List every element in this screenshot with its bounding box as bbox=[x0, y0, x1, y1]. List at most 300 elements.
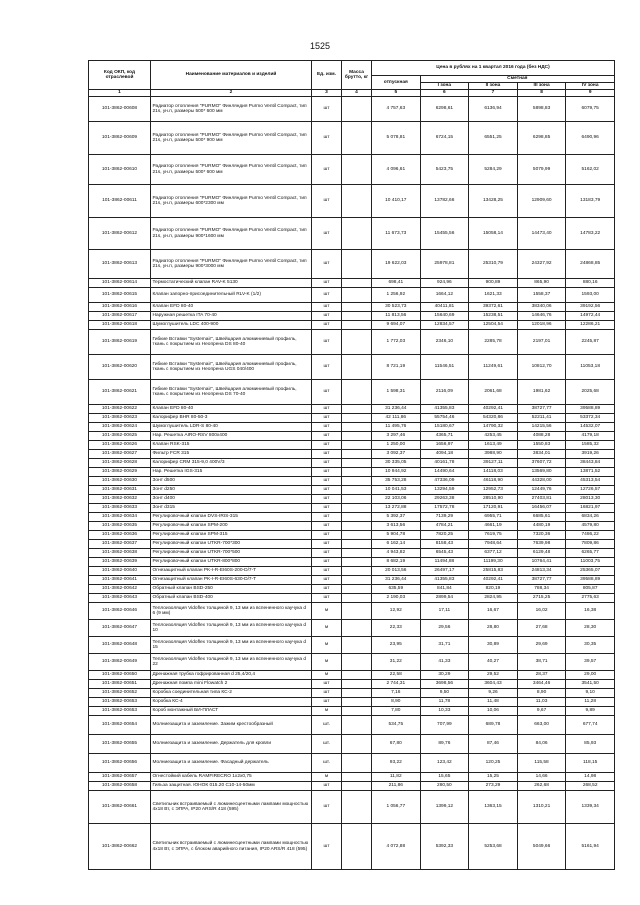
header-unit: Ед. изм. bbox=[312, 61, 342, 90]
cell-zone-1-price: 17572,78 bbox=[420, 504, 469, 513]
table-row bbox=[89, 680, 615, 689]
cell-unit: шт bbox=[312, 288, 342, 303]
cell-mass bbox=[342, 680, 372, 689]
table-row bbox=[89, 558, 615, 567]
cell-zone-1-price: 4784,21 bbox=[420, 522, 469, 531]
cell-zone-2-price: 16,67 bbox=[469, 603, 518, 620]
cell-zone-4-price: 28013,30 bbox=[566, 495, 615, 504]
cell-unit: шт bbox=[312, 321, 342, 330]
cell-zone-1-price: 17,11 bbox=[420, 603, 469, 620]
cell-unit: шт bbox=[312, 432, 342, 441]
cell-release-price: 31,22 bbox=[372, 654, 421, 671]
cell-mass bbox=[342, 155, 372, 185]
cell-zone-2-price: 39127,11 bbox=[469, 459, 518, 468]
cell-zone-3-price: 7320,36 bbox=[517, 531, 566, 540]
cell-zone-3-price: 2197,01 bbox=[517, 330, 566, 355]
cell-zone-1-price: 2116,09 bbox=[420, 380, 469, 405]
cell-mass bbox=[342, 355, 372, 380]
cell-zone-3-price: 1981,62 bbox=[517, 380, 566, 405]
cell-release-price: 30 523,73 bbox=[372, 303, 421, 312]
cell-release-price: 8 721,19 bbox=[372, 355, 421, 380]
cell-zone-4-price: 805,87 bbox=[566, 585, 615, 594]
cell-zone-2-price: 40292,41 bbox=[469, 576, 518, 585]
cell-zone-1-price: 15180,67 bbox=[420, 423, 469, 432]
cell-zone-3-price: 38340,06 bbox=[517, 303, 566, 312]
cell-mass bbox=[342, 513, 372, 522]
cell-mass bbox=[342, 567, 372, 576]
cell-zone-4-price: 1593,00 bbox=[566, 288, 615, 303]
header-zone-1: I зона bbox=[420, 83, 469, 90]
cell-code: 101-3862-00637 bbox=[89, 540, 151, 549]
cell-zone-3-price: 10764,41 bbox=[517, 558, 566, 567]
cell-zone-1-price: 9,50 bbox=[420, 689, 469, 698]
cell-zone-4-price: 2775,63 bbox=[566, 594, 615, 603]
column-index: 5 bbox=[372, 90, 421, 97]
cell-name: Клапан EFD 80-40 bbox=[151, 303, 312, 312]
cell-name: Молниезащита и заземление. Фасадный держатель bbox=[151, 754, 312, 773]
cell-zone-2-price: 25815,83 bbox=[469, 567, 518, 576]
cell-zone-1-price: 13782,66 bbox=[420, 185, 469, 218]
cell-release-price: 4 943,82 bbox=[372, 549, 421, 558]
table-row bbox=[89, 380, 615, 405]
cell-zone-3-price: 5898,83 bbox=[517, 97, 566, 122]
cell-release-price: 1 056,77 bbox=[372, 791, 421, 824]
cell-zone-3-price: 29,69 bbox=[517, 637, 566, 654]
cell-zone-3-price: 2715,25 bbox=[517, 594, 566, 603]
cell-release-price: 11 495,76 bbox=[372, 423, 421, 432]
cell-mass bbox=[342, 791, 372, 824]
cell-zone-3-price: 28,37 bbox=[517, 671, 566, 680]
cell-unit: шт bbox=[312, 441, 342, 450]
cell-unit: шт bbox=[312, 540, 342, 549]
column-index: 6 bbox=[420, 90, 469, 97]
cell-release-price: 19 622,03 bbox=[372, 250, 421, 279]
cell-zone-3-price: 5049,66 bbox=[517, 824, 566, 870]
cell-zone-2-price: 11249,61 bbox=[469, 355, 518, 380]
cell-release-price: 12,92 bbox=[372, 603, 421, 620]
cell-code: 101-3862-00632 bbox=[89, 495, 151, 504]
cell-zone-3-price: 52211,41 bbox=[517, 414, 566, 423]
cell-release-price: 5 392,37 bbox=[372, 513, 421, 522]
table-row bbox=[89, 330, 615, 355]
header-code: Код ОКП, код отраслевой bbox=[89, 61, 151, 90]
cell-unit: шт bbox=[312, 414, 342, 423]
cell-zone-2-price: 900,89 bbox=[469, 279, 518, 288]
cell-zone-2-price: 15238,51 bbox=[469, 312, 518, 321]
cell-release-price: 1 256,92 bbox=[372, 288, 421, 303]
table-row bbox=[89, 250, 615, 279]
cell-release-price: 11 673,73 bbox=[372, 218, 421, 250]
table-row bbox=[89, 531, 615, 540]
cell-code: 101-3862-00611 bbox=[89, 185, 151, 218]
cell-release-price: 22,58 bbox=[372, 671, 421, 680]
cell-zone-3-price: 16456,07 bbox=[517, 504, 566, 513]
cell-zone-3-price: 5079,99 bbox=[517, 155, 566, 185]
cell-zone-2-price: 10,06 bbox=[469, 707, 518, 716]
cell-release-price: 35 753,28 bbox=[372, 477, 421, 486]
cell-name: Зонт d400 bbox=[151, 495, 312, 504]
cell-zone-2-price: 273,29 bbox=[469, 782, 518, 791]
cell-mass bbox=[342, 185, 372, 218]
cell-zone-2-price: 14790,32 bbox=[469, 423, 518, 432]
cell-zone-2-price: 2824,95 bbox=[469, 594, 518, 603]
table-row bbox=[89, 540, 615, 549]
cell-zone-2-price: 1621,33 bbox=[469, 288, 518, 303]
cell-zone-3-price: 7639,98 bbox=[517, 540, 566, 549]
cell-zone-3-price: 6129,48 bbox=[517, 549, 566, 558]
cell-unit: шт bbox=[312, 185, 342, 218]
cell-code: 101-3862-00609 bbox=[89, 122, 151, 155]
cell-zone-2-price: 7948,64 bbox=[469, 540, 518, 549]
cell-zone-1-price: 15455,56 bbox=[420, 218, 469, 250]
cell-code: 101-3862-00615 bbox=[89, 288, 151, 303]
table-row bbox=[89, 303, 615, 312]
header-mass: Масса брутто, кг bbox=[342, 61, 372, 90]
cell-zone-2-price: 6136,94 bbox=[469, 97, 518, 122]
cell-code: 101-3862-00614 bbox=[89, 279, 151, 288]
cell-zone-2-price: 25310,79 bbox=[469, 250, 518, 279]
cell-zone-3-price: 44328,00 bbox=[517, 477, 566, 486]
cell-zone-1-price: 7820,25 bbox=[420, 531, 469, 540]
cell-unit: м bbox=[312, 707, 342, 716]
cell-zone-3-price: 3834,01 bbox=[517, 450, 566, 459]
table-row bbox=[89, 522, 615, 531]
table-row bbox=[89, 698, 615, 707]
cell-release-price: 42 111,86 bbox=[372, 414, 421, 423]
cell-unit: шт bbox=[312, 477, 342, 486]
cell-zone-3-price: 6298,85 bbox=[517, 122, 566, 155]
cell-zone-3-price: 14473,40 bbox=[517, 218, 566, 250]
cell-zone-4-price: 5162,02 bbox=[566, 155, 615, 185]
cell-zone-2-price: 11199,30 bbox=[469, 558, 518, 567]
cell-release-price: 1 772,03 bbox=[372, 330, 421, 355]
cell-zone-4-price: 9,89 bbox=[566, 707, 615, 716]
cell-zone-2-price: 120,25 bbox=[469, 754, 518, 773]
cell-zone-3-price: 8,90 bbox=[517, 689, 566, 698]
cell-release-price: 20 013,56 bbox=[372, 567, 421, 576]
cell-zone-1-price: 5392,33 bbox=[420, 824, 469, 870]
cell-zone-1-price: 2346,10 bbox=[420, 330, 469, 355]
cell-zone-4-price: 28,30 bbox=[566, 620, 615, 637]
cell-unit: шт bbox=[312, 576, 342, 585]
table-row bbox=[89, 549, 615, 558]
cell-name: Калорифер BHR 80-50-3 bbox=[151, 414, 312, 423]
cell-release-price: 22 103,06 bbox=[372, 495, 421, 504]
cell-release-price: 23,95 bbox=[372, 637, 421, 654]
cell-release-price: 2 744,31 bbox=[372, 680, 421, 689]
cell-mass bbox=[342, 576, 372, 585]
cell-name: Молниезащита и заземление. Держатель для кровли bbox=[151, 735, 312, 754]
cell-release-price: 10 041,53 bbox=[372, 486, 421, 495]
cell-code: 101-3862-00633 bbox=[89, 504, 151, 513]
cell-zone-4-price: 6265,77 bbox=[566, 549, 615, 558]
cell-mass bbox=[342, 321, 372, 330]
table-row bbox=[89, 218, 615, 250]
cell-zone-2-price: 13428,25 bbox=[469, 185, 518, 218]
cell-mass bbox=[342, 303, 372, 312]
cell-mass bbox=[342, 97, 372, 122]
cell-code: 101-3862-00627 bbox=[89, 450, 151, 459]
cell-zone-4-price: 9,10 bbox=[566, 689, 615, 698]
cell-zone-1-price: 14490,64 bbox=[420, 468, 469, 477]
cell-unit: шт. bbox=[312, 754, 342, 773]
table-row bbox=[89, 594, 615, 603]
cell-unit: шт bbox=[312, 549, 342, 558]
cell-unit: м bbox=[312, 773, 342, 782]
cell-zone-1-price: 7139,29 bbox=[420, 513, 469, 522]
cell-release-price: 211,86 bbox=[372, 782, 421, 791]
cell-code: 101-3862-00616 bbox=[89, 303, 151, 312]
cell-release-price: 11,82 bbox=[372, 773, 421, 782]
cell-unit: шт bbox=[312, 504, 342, 513]
column-index: 4 bbox=[342, 90, 372, 97]
cell-zone-4-price: 14783,22 bbox=[566, 218, 615, 250]
cell-zone-2-price: 87,46 bbox=[469, 735, 518, 754]
cell-release-price: 31 236,44 bbox=[372, 576, 421, 585]
cell-name: Светильник встраиваемый с люминесцентными лампами мощностью 4х18 Вт, с ЭПРА, IP20 ARS/R 418 (595) bbox=[151, 791, 312, 824]
cell-release-price: 30 335,05 bbox=[372, 459, 421, 468]
cell-zone-4-price: 4179,18 bbox=[566, 432, 615, 441]
cell-name: Огнезащитный клапан PK-I-R-EI60S-630-D/7-T bbox=[151, 576, 312, 585]
cell-name: Короб монтажный БИ-ПЛАСТ bbox=[151, 707, 312, 716]
cell-code: 101-3862-00648 bbox=[89, 637, 151, 654]
cell-zone-1-price: 8158,43 bbox=[420, 540, 469, 549]
cell-zone-3-price: 1550,83 bbox=[517, 441, 566, 450]
cell-zone-1-price: 11,78 bbox=[420, 698, 469, 707]
cell-release-price: 13 272,88 bbox=[372, 504, 421, 513]
cell-zone-2-price: 9,26 bbox=[469, 689, 518, 698]
cell-zone-1-price: 6545,43 bbox=[420, 549, 469, 558]
cell-unit: шт bbox=[312, 250, 342, 279]
cell-unit: шт bbox=[312, 218, 342, 250]
cell-zone-4-price: 85,93 bbox=[566, 735, 615, 754]
cell-unit: шт bbox=[312, 558, 342, 567]
cell-zone-4-price: 268,52 bbox=[566, 782, 615, 791]
cell-zone-3-price: 14215,56 bbox=[517, 423, 566, 432]
cell-name: Шумоглушитель LDR-S 80-40 bbox=[151, 423, 312, 432]
cell-code: 101-3862-00638 bbox=[89, 549, 151, 558]
table-row bbox=[89, 671, 615, 680]
cell-release-price: 31 236,44 bbox=[372, 405, 421, 414]
price-table bbox=[88, 60, 615, 870]
table-row bbox=[89, 432, 615, 441]
cell-zone-4-price: 2025,68 bbox=[566, 380, 615, 405]
cell-zone-1-price: 10,33 bbox=[420, 707, 469, 716]
cell-zone-4-price: 118,15 bbox=[566, 754, 615, 773]
cell-name: Коробка соединительная типа КС-2 bbox=[151, 689, 312, 698]
cell-mass bbox=[342, 312, 372, 321]
cell-mass bbox=[342, 250, 372, 279]
cell-zone-3-price: 24327,92 bbox=[517, 250, 566, 279]
cell-zone-2-price: 4661,19 bbox=[469, 522, 518, 531]
cell-zone-1-price: 40161,78 bbox=[420, 459, 469, 468]
table-row bbox=[89, 495, 615, 504]
cell-code: 101-3862-00650 bbox=[89, 671, 151, 680]
cell-code: 101-3862-00622 bbox=[89, 405, 151, 414]
cell-zone-4-price: 12286,21 bbox=[566, 321, 615, 330]
cell-zone-4-price: 16821,97 bbox=[566, 504, 615, 513]
table-row bbox=[89, 477, 615, 486]
cell-zone-2-price: 14118,03 bbox=[469, 468, 518, 477]
table-header-row-1 bbox=[89, 61, 615, 76]
cell-name: Теплоизоляция Vidoflex толщиной 9, 13 мм из вспененного каучука d 22 bbox=[151, 654, 312, 671]
table-row bbox=[89, 585, 615, 594]
cell-code: 101-3862-00658 bbox=[89, 782, 151, 791]
cell-release-price: 1 250,00 bbox=[372, 441, 421, 450]
cell-zone-1-price: 4365,71 bbox=[420, 432, 469, 441]
cell-unit: шт bbox=[312, 513, 342, 522]
cell-zone-4-price: 39588,89 bbox=[566, 576, 615, 585]
cell-code: 101-3862-00619 bbox=[89, 330, 151, 355]
cell-mass bbox=[342, 671, 372, 680]
column-index: 7 bbox=[469, 90, 518, 97]
cell-release-price: 10 410,17 bbox=[372, 185, 421, 218]
table-row bbox=[89, 414, 615, 423]
cell-release-price: 7,16 bbox=[372, 689, 421, 698]
table-row bbox=[89, 355, 615, 380]
table-row bbox=[89, 603, 615, 620]
cell-zone-3-price: 14646,76 bbox=[517, 312, 566, 321]
cell-code: 101-3862-00626 bbox=[89, 441, 151, 450]
cell-name: Теплоизоляция Vidoflex толщиной 9, 13 мм из вспененного каучука d 6 (9 мм) bbox=[151, 603, 312, 620]
cell-zone-3-price: 788,34 bbox=[517, 585, 566, 594]
cell-zone-1-price: 3698,56 bbox=[420, 680, 469, 689]
cell-zone-3-price: 115,58 bbox=[517, 754, 566, 773]
cell-zone-4-price: 39192,56 bbox=[566, 303, 615, 312]
cell-zone-2-price: 3604,43 bbox=[469, 680, 518, 689]
cell-code: 101-3862-00654 bbox=[89, 716, 151, 735]
cell-mass bbox=[342, 486, 372, 495]
cell-code: 101-3862-00652 bbox=[89, 689, 151, 698]
cell-zone-4-price: 24868,85 bbox=[566, 250, 615, 279]
column-index: 2 bbox=[151, 90, 312, 97]
cell-unit: шт bbox=[312, 689, 342, 698]
cell-code: 101-3862-00628 bbox=[89, 459, 151, 468]
cell-zone-2-price: 7619,75 bbox=[469, 531, 518, 540]
cell-zone-1-price: 15640,69 bbox=[420, 312, 469, 321]
cell-release-price: 635,59 bbox=[372, 585, 421, 594]
cell-zone-1-price: 31,71 bbox=[420, 637, 469, 654]
cell-release-price: 10 944,92 bbox=[372, 468, 421, 477]
cell-release-price: 5 904,78 bbox=[372, 531, 421, 540]
cell-code: 101-3862-00656 bbox=[89, 754, 151, 773]
cell-zone-3-price: 262,68 bbox=[517, 782, 566, 791]
cell-name: Теплоизоляция Vidoflex толщиной 9, 13 мм из вспененного каучука d 15 bbox=[151, 637, 312, 654]
cell-name: Светильник встраиваемый с люминесцентными лампами мощностью 4х18 Вт, с ЭПРА, с блоком аварийного питания, IP20 ARS/R 418 (595) bbox=[151, 824, 312, 870]
cell-zone-3-price: 1310,21 bbox=[517, 791, 566, 824]
cell-code: 101-3862-00642 bbox=[89, 585, 151, 594]
cell-zone-1-price: 924,96 bbox=[420, 279, 469, 288]
cell-name: Калорифер CRM 315-9,0 400V/3 bbox=[151, 459, 312, 468]
cell-name: Регулировочный клапан UTKR-800*800 bbox=[151, 558, 312, 567]
cell-zone-3-price: 9,67 bbox=[517, 707, 566, 716]
cell-mass bbox=[342, 735, 372, 754]
table-row bbox=[89, 735, 615, 754]
cell-mass bbox=[342, 716, 372, 735]
cell-zone-3-price: 14,66 bbox=[517, 773, 566, 782]
table-row bbox=[89, 279, 615, 288]
cell-zone-3-price: 24813,34 bbox=[517, 567, 566, 576]
cell-zone-3-price: 38727,77 bbox=[517, 405, 566, 414]
header-zone-3: III зона bbox=[517, 83, 566, 90]
cell-zone-4-price: 11003,75 bbox=[566, 558, 615, 567]
cell-mass bbox=[342, 689, 372, 698]
cell-zone-4-price: 14972,44 bbox=[566, 312, 615, 321]
cell-release-price: 67,80 bbox=[372, 735, 421, 754]
cell-mass bbox=[342, 330, 372, 355]
cell-mass bbox=[342, 432, 372, 441]
cell-zone-3-price: 12909,60 bbox=[517, 185, 566, 218]
cell-mass bbox=[342, 414, 372, 423]
cell-name: Нар. Решетка IGS-315 bbox=[151, 468, 312, 477]
cell-name: Зонт d315 bbox=[151, 504, 312, 513]
column-index: 1 bbox=[89, 90, 151, 97]
header-zone-4: IV зона bbox=[566, 83, 615, 90]
cell-name: Обратный клапан BSD-250 bbox=[151, 585, 312, 594]
cell-mass bbox=[342, 288, 372, 303]
cell-zone-2-price: 5253,68 bbox=[469, 824, 518, 870]
cell-zone-1-price: 25978,81 bbox=[420, 250, 469, 279]
column-index: 8 bbox=[517, 90, 566, 97]
cell-release-price: 9 694,07 bbox=[372, 321, 421, 330]
cell-name: Гильза защитная. ЮНОК 015.20 С10-14-50мм bbox=[151, 782, 312, 791]
cell-zone-1-price: 1399,12 bbox=[420, 791, 469, 824]
cell-release-price: 698,41 bbox=[372, 279, 421, 288]
cell-zone-2-price: 1613,49 bbox=[469, 441, 518, 450]
cell-zone-2-price: 6955,71 bbox=[469, 513, 518, 522]
cell-zone-2-price: 4253,45 bbox=[469, 432, 518, 441]
cell-unit: шт bbox=[312, 423, 342, 432]
cell-code: 101-3862-00620 bbox=[89, 355, 151, 380]
cell-mass bbox=[342, 450, 372, 459]
cell-zone-3-price: 13569,80 bbox=[517, 468, 566, 477]
cell-unit: шт. bbox=[312, 716, 342, 735]
cell-code: 101-3862-00621 bbox=[89, 380, 151, 405]
cell-release-price: 2 190,03 bbox=[372, 594, 421, 603]
cell-zone-1-price: 6298,61 bbox=[420, 97, 469, 122]
table-row bbox=[89, 754, 615, 773]
cell-unit: м bbox=[312, 654, 342, 671]
cell-zone-2-price: 28510,90 bbox=[469, 495, 518, 504]
cell-mass bbox=[342, 782, 372, 791]
cell-zone-2-price: 11,48 bbox=[469, 698, 518, 707]
cell-zone-2-price: 3988,90 bbox=[469, 450, 518, 459]
cell-unit: м bbox=[312, 620, 342, 637]
table-row bbox=[89, 707, 615, 716]
cell-mass bbox=[342, 707, 372, 716]
cell-code: 101-3862-00639 bbox=[89, 558, 151, 567]
table-row bbox=[89, 122, 615, 155]
cell-zone-4-price: 11,28 bbox=[566, 698, 615, 707]
table-row bbox=[89, 689, 615, 698]
table-row bbox=[89, 782, 615, 791]
column-index: 9 bbox=[566, 90, 615, 97]
cell-zone-4-price: 5161,94 bbox=[566, 824, 615, 870]
cell-zone-1-price: 11494,88 bbox=[420, 558, 469, 567]
cell-unit: шт bbox=[312, 279, 342, 288]
cell-mass bbox=[342, 531, 372, 540]
table-row bbox=[89, 321, 615, 330]
cell-name: Зонт d500 bbox=[151, 477, 312, 486]
table-row bbox=[89, 486, 615, 495]
cell-zone-2-price: 1363,15 bbox=[469, 791, 518, 824]
cell-name: Гибкие Вставки "Systemair", Швейцария алюминиевый профиль, ткань с покрытием из Неопрена DS 80-40 bbox=[151, 330, 312, 355]
cell-zone-1-price: 29,56 bbox=[420, 620, 469, 637]
cell-code: 101-3862-00623 bbox=[89, 414, 151, 423]
cell-mass bbox=[342, 620, 372, 637]
cell-code: 101-3862-00653 bbox=[89, 698, 151, 707]
cell-zone-2-price: 54320,86 bbox=[469, 414, 518, 423]
